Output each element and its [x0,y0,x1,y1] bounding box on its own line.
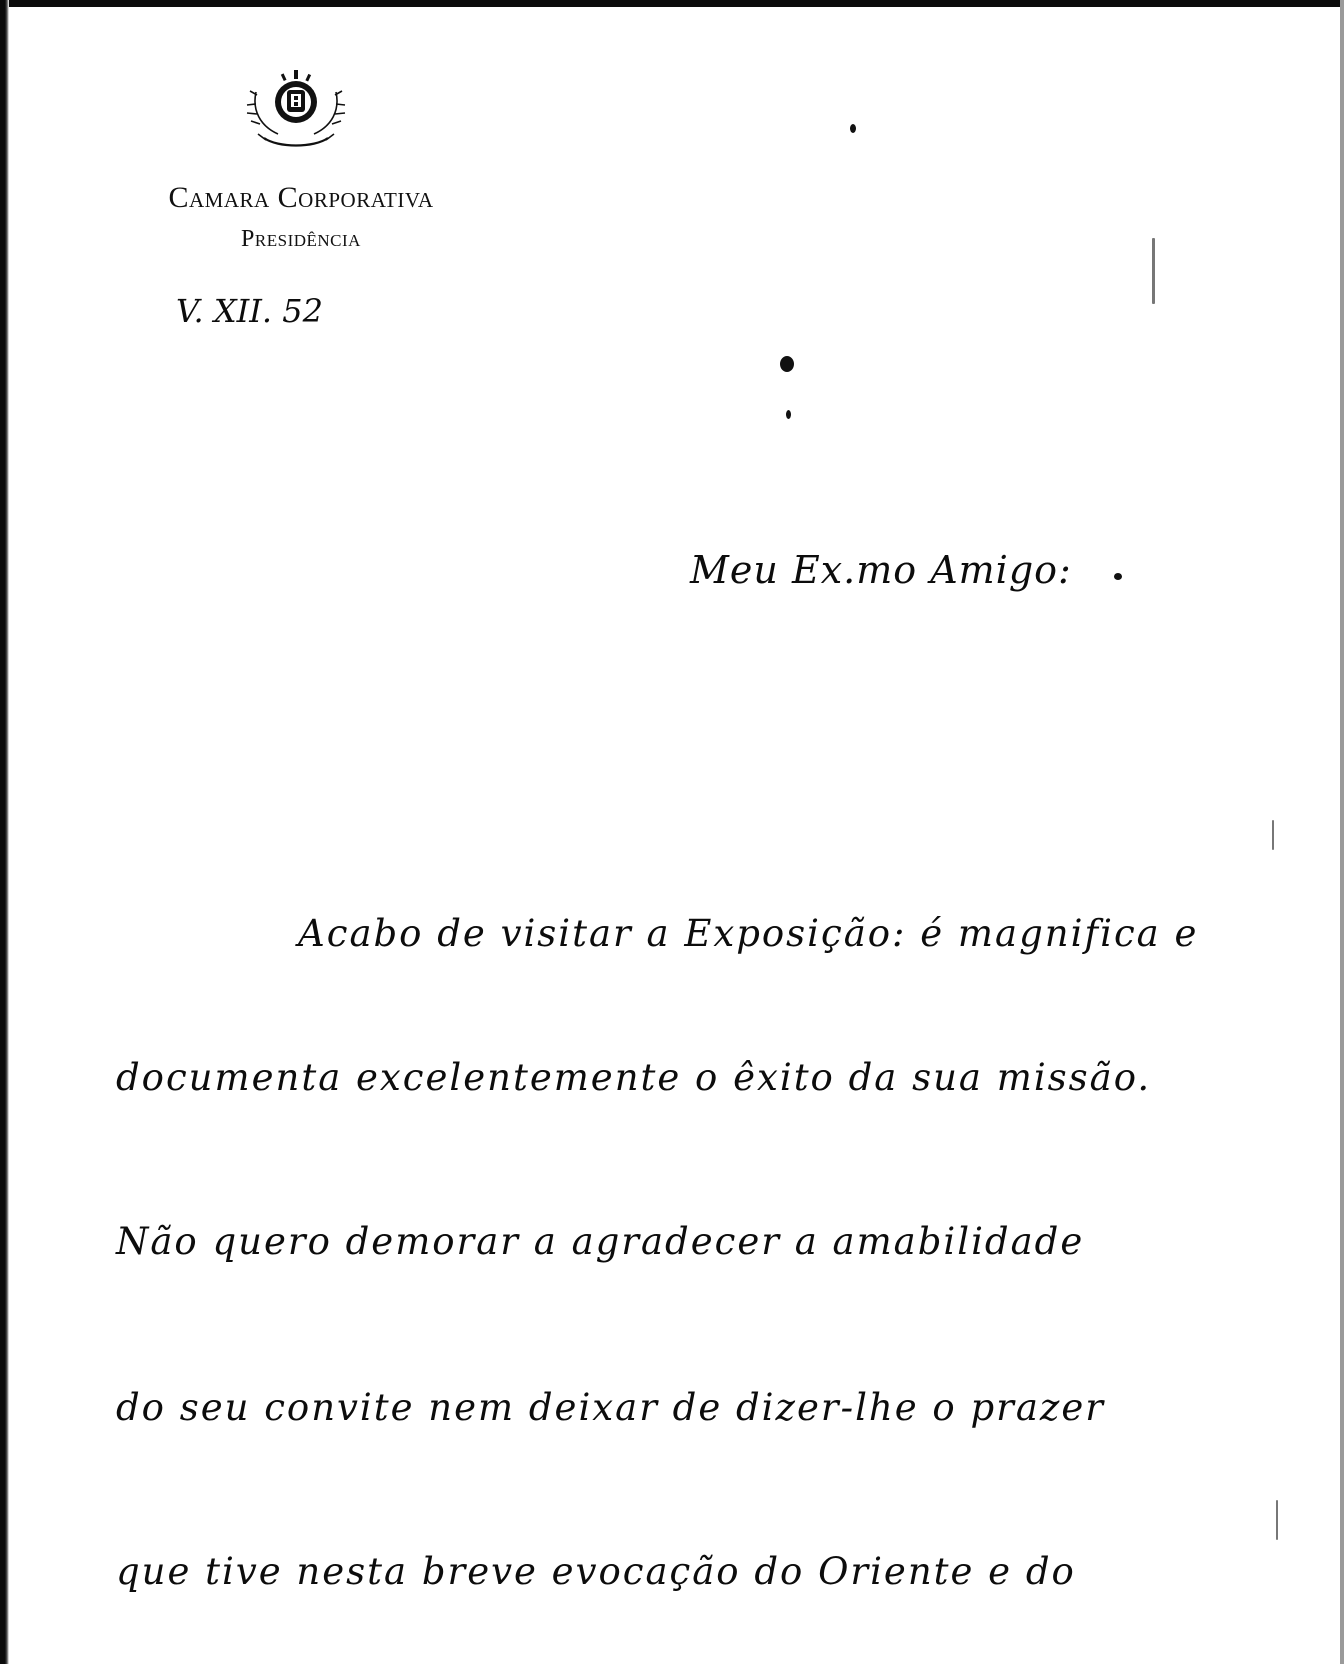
letter-line: que tive nesta breve evocação do Oriente e do [116,1550,1076,1593]
scan-top-edge [0,0,1344,7]
scan-left-edge [0,0,9,1664]
letterhead-office: Presidência [241,226,361,252]
coat-of-arms-icon [238,64,354,152]
letter-line: do seu convite nem deixar de dizer-lhe o prazer [116,1386,1105,1429]
scan-artifact [1276,1500,1278,1540]
scan-artifact [1152,238,1155,304]
letter-line: Acabo de visitar a Exposição: é magnifica e [298,912,1199,955]
letter-line: documenta excelentemente o êxito da sua missão. [116,1056,1152,1099]
letter-line: Não quero demorar a agradecer a amabilidade [116,1220,1085,1263]
ink-speck [850,124,856,133]
scan-right-edge [1340,0,1344,1664]
letterhead [60,178,542,258]
ink-speck [786,410,791,419]
letter-date: V. XII. 52 [176,292,323,330]
ink-speck [780,356,794,372]
scan-artifact [1272,820,1274,850]
ink-speck [1114,573,1122,580]
letter-salutation: Meu Ex.mo Amigo: [690,548,1072,592]
letterhead-institution: Camara Corporativa [168,181,434,214]
